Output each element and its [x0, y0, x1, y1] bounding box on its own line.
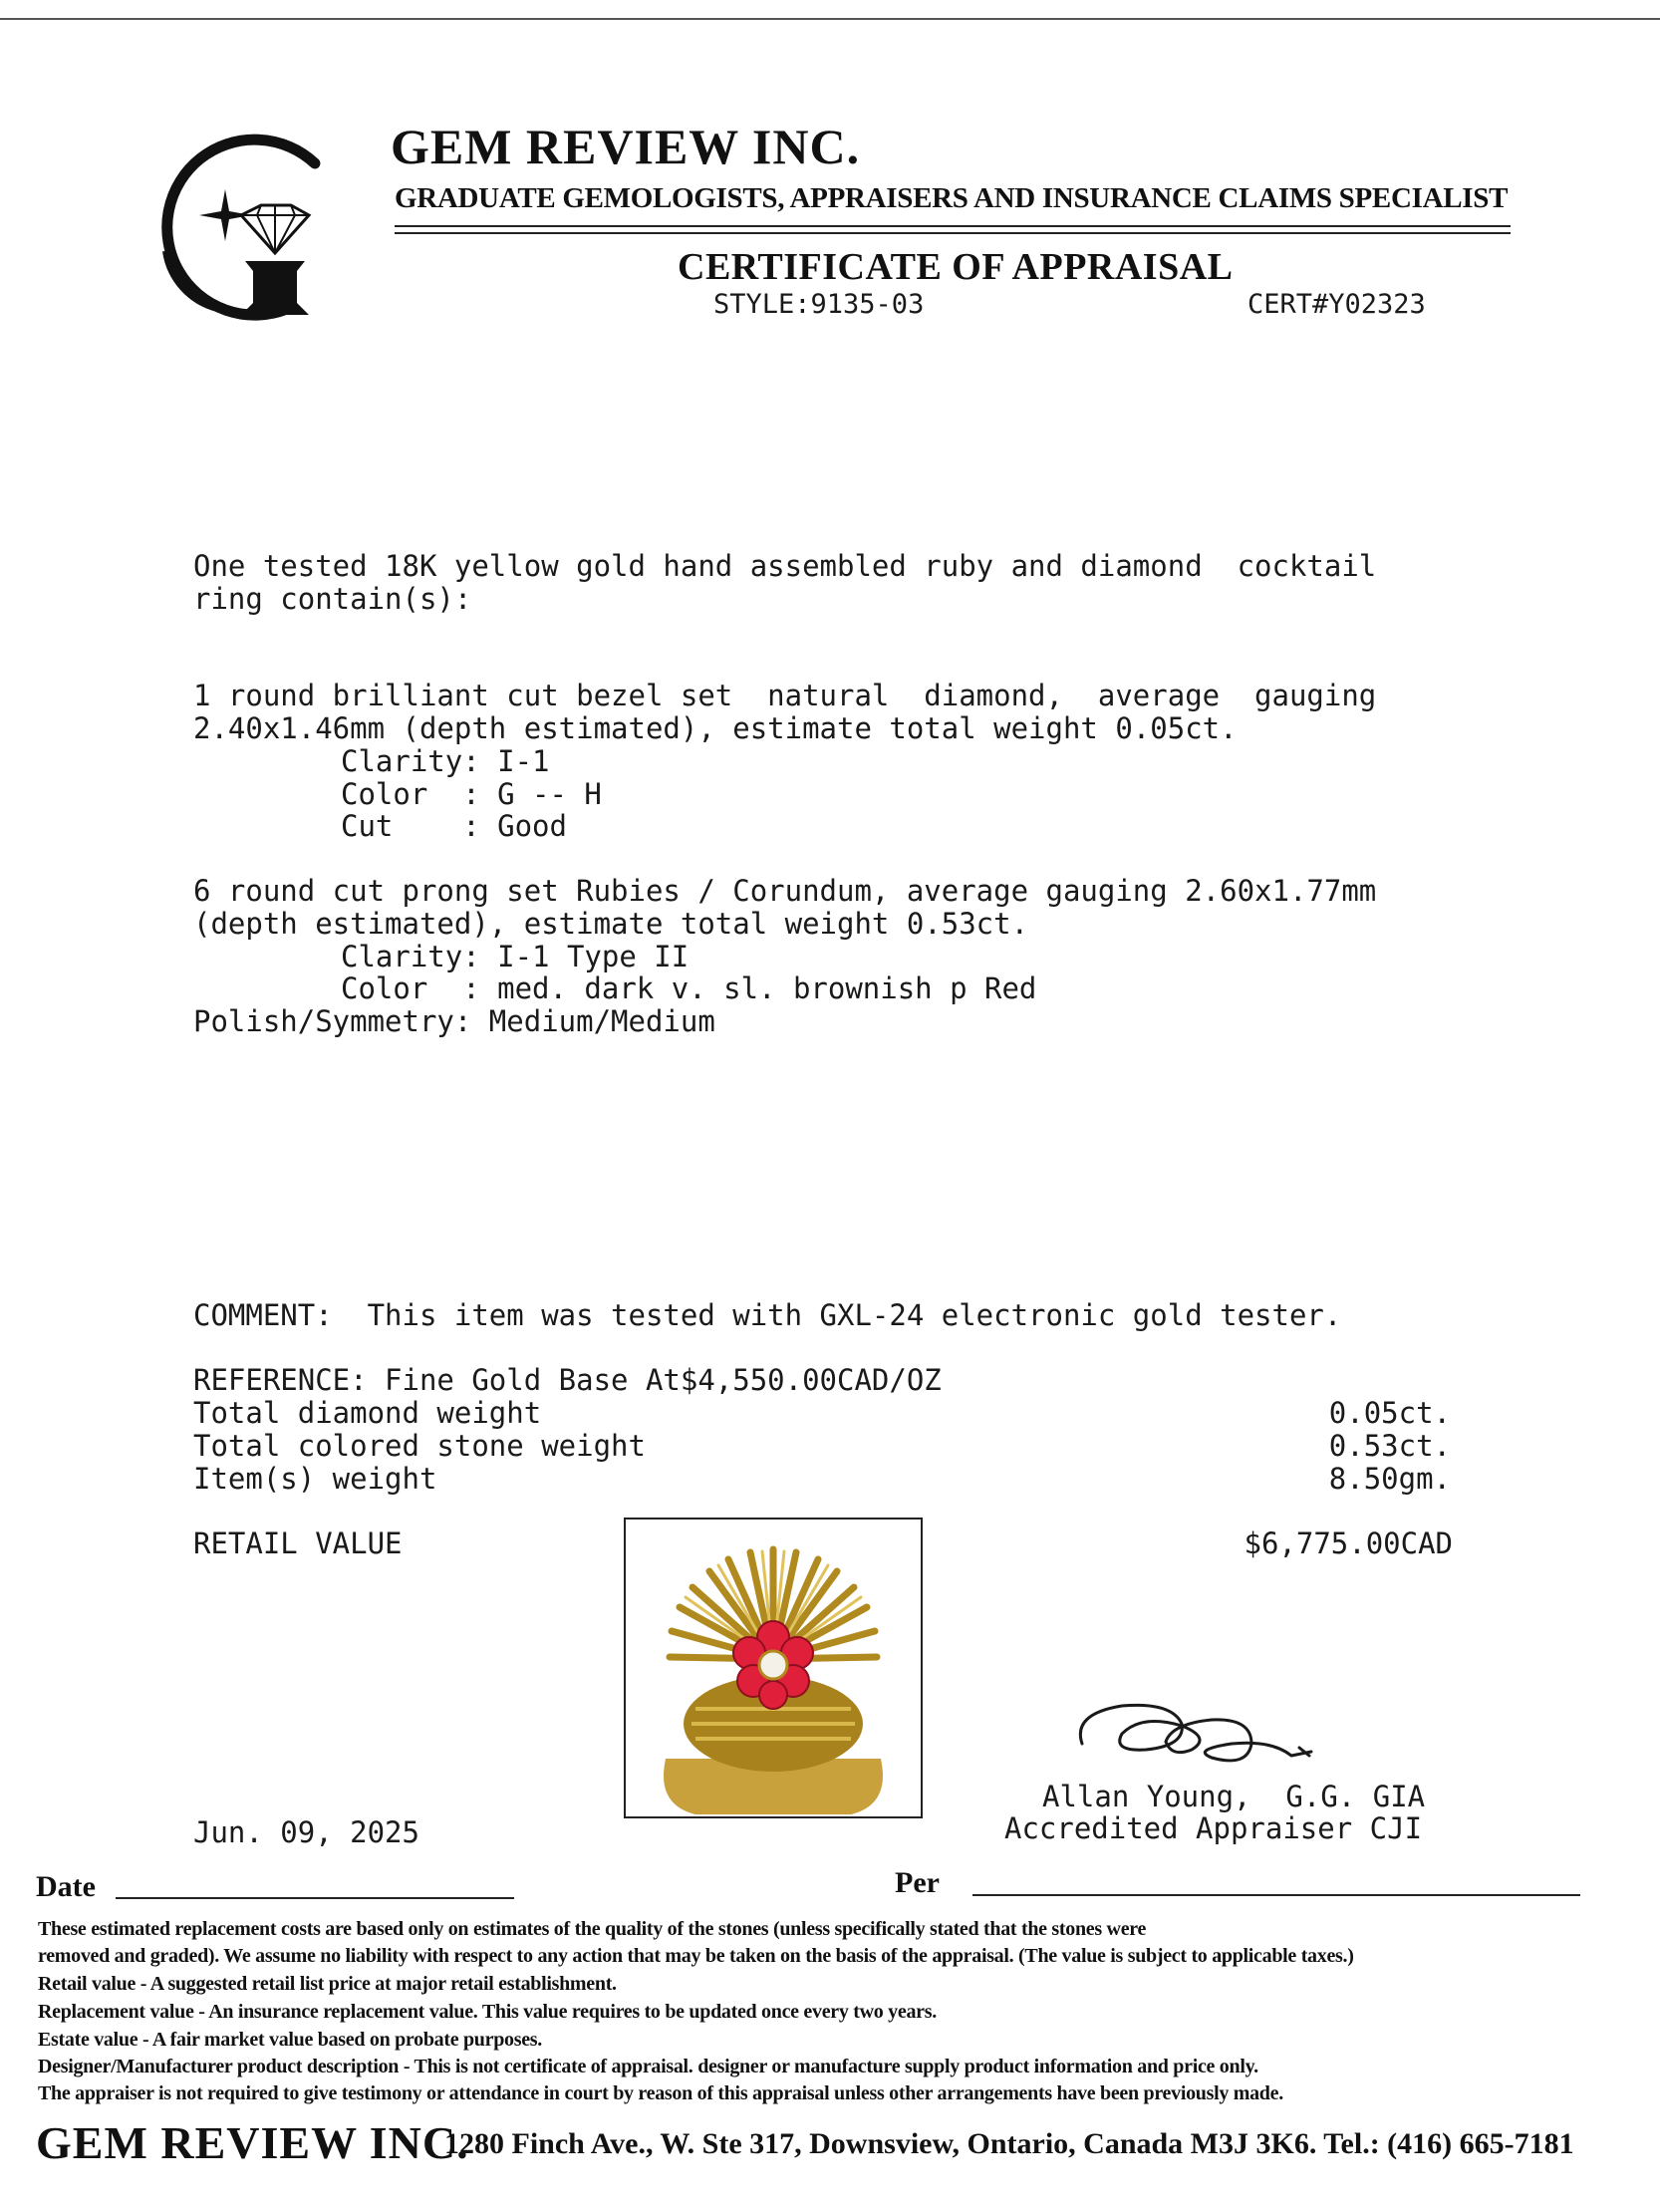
- company-name: GEM REVIEW INC.: [391, 119, 861, 174]
- comment: COMMENT: This item was tested with GXL-24 electronic gold tester.: [193, 1298, 1342, 1332]
- appraiser-name: Allan Young, G.G. GIA: [1042, 1780, 1426, 1813]
- appraisal-date: Jun. 09, 2025: [193, 1815, 419, 1849]
- company-tagline: GRADUATE GEMOLOGISTS, APPRAISERS AND INSURANCE CLAIMS SPECIALIST: [395, 182, 1509, 214]
- disclaimer-line: Designer/Manufacturer product description - This is not certificate of appraisal. designer or manufacture supply product information and price only.: [38, 2056, 1258, 2077]
- disclaimer-line: Estate value - A fair market value based on probate purposes.: [38, 2029, 542, 2051]
- retail-label: RETAIL VALUE: [193, 1526, 403, 1560]
- diamond-cut: Cut : Good: [341, 809, 567, 843]
- cert-number: CERT#Y02323: [1247, 289, 1426, 320]
- diamond-color: Color : G -- H: [341, 777, 602, 811]
- item-description: ring contain(s):: [193, 582, 472, 616]
- header-rule: [395, 225, 1511, 227]
- weight-value: 0.53ct.: [1328, 1429, 1451, 1463]
- gem-review-logo-icon: [138, 132, 329, 331]
- footer-address: 1280 Finch Ave., W. Ste 317, Downsview, Ontario, Canada M3J 3K6. Tel.: (416) 665-7181: [444, 2127, 1574, 2160]
- weight-label: Total diamond weight: [193, 1396, 542, 1430]
- weight-value: 8.50gm.: [1328, 1462, 1451, 1496]
- ruby-color: Color : med. dark v. sl. brownish p Red: [341, 971, 1037, 1005]
- appraiser-title: Accredited Appraiser CJI: [1004, 1811, 1423, 1845]
- disclaimer-line: The appraiser is not required to give testimony or attendance in court by reason of this appraisal unless other arrangements have been previously made.: [38, 2082, 1283, 2104]
- disclaimer-line: Retail value - A suggested retail list price at major retail establishment.: [38, 1973, 617, 1995]
- reference: REFERENCE: Fine Gold Base At$4,550.00CAD/OZ: [193, 1363, 942, 1397]
- footer-company: GEM REVIEW INC.: [36, 2117, 469, 2168]
- ruby-description: 6 round cut prong set Rubies / Corundum, average gauging 2.60x1.77mm: [193, 874, 1377, 908]
- header-rule: [395, 232, 1511, 234]
- top-border: [0, 18, 1660, 20]
- date-label: Date: [36, 1870, 96, 1903]
- weight-label: Total colored stone weight: [193, 1429, 646, 1463]
- weight-label: Item(s) weight: [193, 1462, 437, 1496]
- ruby-description: (depth estimated), estimate total weight 0.53ct.: [193, 907, 1029, 941]
- polish-symmetry: Polish/Symmetry: Medium/Medium: [193, 1004, 715, 1038]
- per-signature-line: [972, 1894, 1580, 1896]
- disclaimer-line: Replacement value - An insurance replacement value. This value requires to be updated once every two years.: [38, 2001, 937, 2023]
- weight-value: 0.05ct.: [1328, 1396, 1451, 1430]
- date-signature-line: [116, 1897, 514, 1899]
- disclaimer-line: These estimated replacement costs are based only on estimates of the quality of the stones (unless specifically stated that the stones were: [38, 1918, 1147, 1940]
- ruby-clarity: Clarity: I-1 Type II: [341, 940, 690, 973]
- item-description: One tested 18K yellow gold hand assembled ruby and diamond cocktail: [193, 549, 1377, 583]
- disclaimer-line: removed and graded). We assume no liability with respect to any action that may be taken on the basis of the appraisal. (The value is subject to applicable taxes.): [38, 1945, 1354, 1967]
- diamond-description: 2.40x1.46mm (depth estimated), estimate total weight 0.05ct.: [193, 711, 1238, 745]
- diamond-description: 1 round brilliant cut bezel set natural diamond, average gauging: [193, 679, 1377, 712]
- style-number: STYLE:9135-03: [713, 289, 925, 320]
- ring-photo: [624, 1518, 923, 1818]
- retail-value: $6,775.00CAD: [1244, 1526, 1453, 1560]
- diamond-clarity: Clarity: I-1: [341, 744, 550, 778]
- per-label: Per: [895, 1866, 940, 1899]
- certificate-title: CERTIFICATE OF APPRAISAL: [678, 246, 1234, 288]
- signature-icon: [1062, 1674, 1361, 1784]
